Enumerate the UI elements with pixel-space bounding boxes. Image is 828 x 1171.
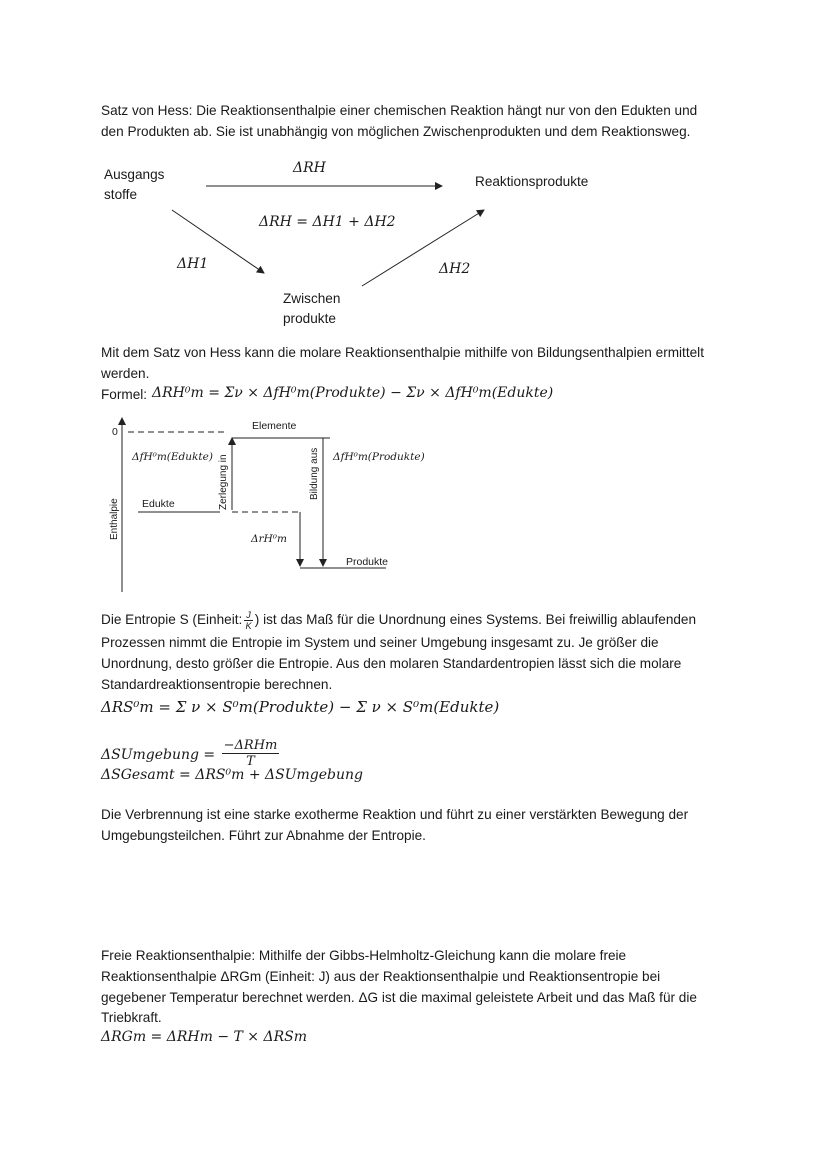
edukte-label: Edukte	[142, 498, 175, 510]
hess-mid-line-2: produkte	[283, 311, 336, 326]
entropy-line-4: Standardreaktionsentropie berechnen.	[101, 677, 333, 692]
zero-label: 0	[112, 426, 118, 438]
entropy-unit	[244, 610, 253, 631]
hess-mid-line-1: Zwischen	[283, 291, 341, 306]
gibbs-line-2: Reaktionsenthalpie ΔRGm (Einheit: J) aus der Reaktionsenthalpie und Reaktionsentropie bei	[101, 969, 661, 984]
elemente-label: Elemente	[252, 420, 297, 432]
hess-start-line-2: stoffe	[104, 187, 138, 202]
reaction-enthalpy-label: ΔrH⁰m	[251, 533, 287, 545]
hess-intro-line-1: Satz von Hess: Die Reaktionsenthalpie einer chemischen Reaktion hängt nur von den Edukten und	[101, 103, 698, 118]
entropy-unit-den: K	[245, 620, 252, 631]
entropy-formula-2	[101, 738, 281, 769]
hess-formula: ΔRH⁰m = Σν × ΔfH⁰m(Produkte) − Σν × ΔfH⁰m(Edukte)	[152, 385, 554, 401]
verbrennung-line-1: Die Verbrennung ist eine starke exotherme Reaktion und führt zu einer verstärkten Bewegung der	[101, 807, 689, 822]
entropy-line-1	[101, 609, 696, 631]
produkte-label: Produkte	[346, 556, 389, 568]
entropy-line-3: Unordnung, desto größer die Entropie. Aus den molaren Standardentropien lässt sich die molare	[101, 656, 682, 671]
zerlegung-label: Zerlegung in	[218, 454, 229, 510]
entropy-formula-2-den: T	[246, 754, 255, 769]
edukte-formation-label: ΔfH⁰m(Edukte)	[132, 451, 213, 463]
formula-prefix: Formel:	[101, 387, 148, 402]
hess-start-line-1: Ausgangs	[104, 167, 165, 182]
entropy-formula-2-num: −ΔRHm	[223, 738, 278, 753]
entropy-line-1a: Die Entropie S (Einheit:	[101, 612, 243, 627]
entropy-formula-2-lhs: ΔSUmgebung =	[101, 747, 216, 763]
gibbs-line-4: Triebkraft.	[101, 1010, 162, 1025]
bildung-text: Mit dem Satz von Hess kann die molare Reaktionsenthalpie mithilfe von Bildungsenthalpien ermittelt	[101, 345, 704, 360]
entropy-line-1b: ) ist das Maß für die Unordnung eines Systems. Bei freiwillig ablaufenden	[254, 612, 697, 627]
hess-equation: ΔRH = ΔH1 + ΔH2	[259, 214, 396, 230]
entropy-formula-1: ΔRS⁰m = Σ ν × S⁰m(Produkte) − Σ ν × S⁰m(Edukte)	[101, 698, 500, 716]
enthalpy-axis-label: Enthalpie	[109, 498, 120, 540]
gibbs-line-1: Freie Reaktionsenthalpie: Mithilfe der Gibbs-Helmholtz-Gleichung kann die molare freie	[101, 948, 627, 963]
entropy-formula-2-fraction	[222, 738, 280, 769]
entropy-formula-3: ΔSGesamt = ΔRS⁰m + ΔSUmgebung	[101, 767, 363, 783]
bildung-text-2: werden.	[101, 366, 150, 381]
produkte-formation-label: ΔfH⁰m(Produkte)	[333, 451, 425, 463]
entropy-line-2: Prozessen nimmt die Entropie im System und seiner Umgebung insgesamt zu. Je größer die	[101, 635, 659, 650]
hess-dh2: ΔH2	[439, 261, 471, 277]
gibbs-formula: ΔRGm = ΔRHm − T × ΔRSm	[101, 1029, 307, 1045]
verbrennung-line-2: Umgebungsteilchen. Führt zur Abnahme der Entropie.	[101, 828, 426, 843]
bildung-label: Bildung aus	[309, 447, 320, 500]
gibbs-line-3: gegebener Temperatur berechnet werden. ΔG ist die maximal geleistete Arbeit und das Maß für die	[101, 990, 697, 1005]
hess-intro-line-2: den Produkten ab. Sie ist unabhängig von möglichen Zwischenprodukten und dem Reaktionsweg.	[101, 124, 691, 139]
hess-end-label: Reaktionsprodukte	[475, 174, 589, 189]
hess-dh1: ΔH1	[177, 256, 209, 272]
entropy-unit-num: J	[246, 609, 251, 620]
hess-top-label: ΔRH	[293, 160, 326, 176]
